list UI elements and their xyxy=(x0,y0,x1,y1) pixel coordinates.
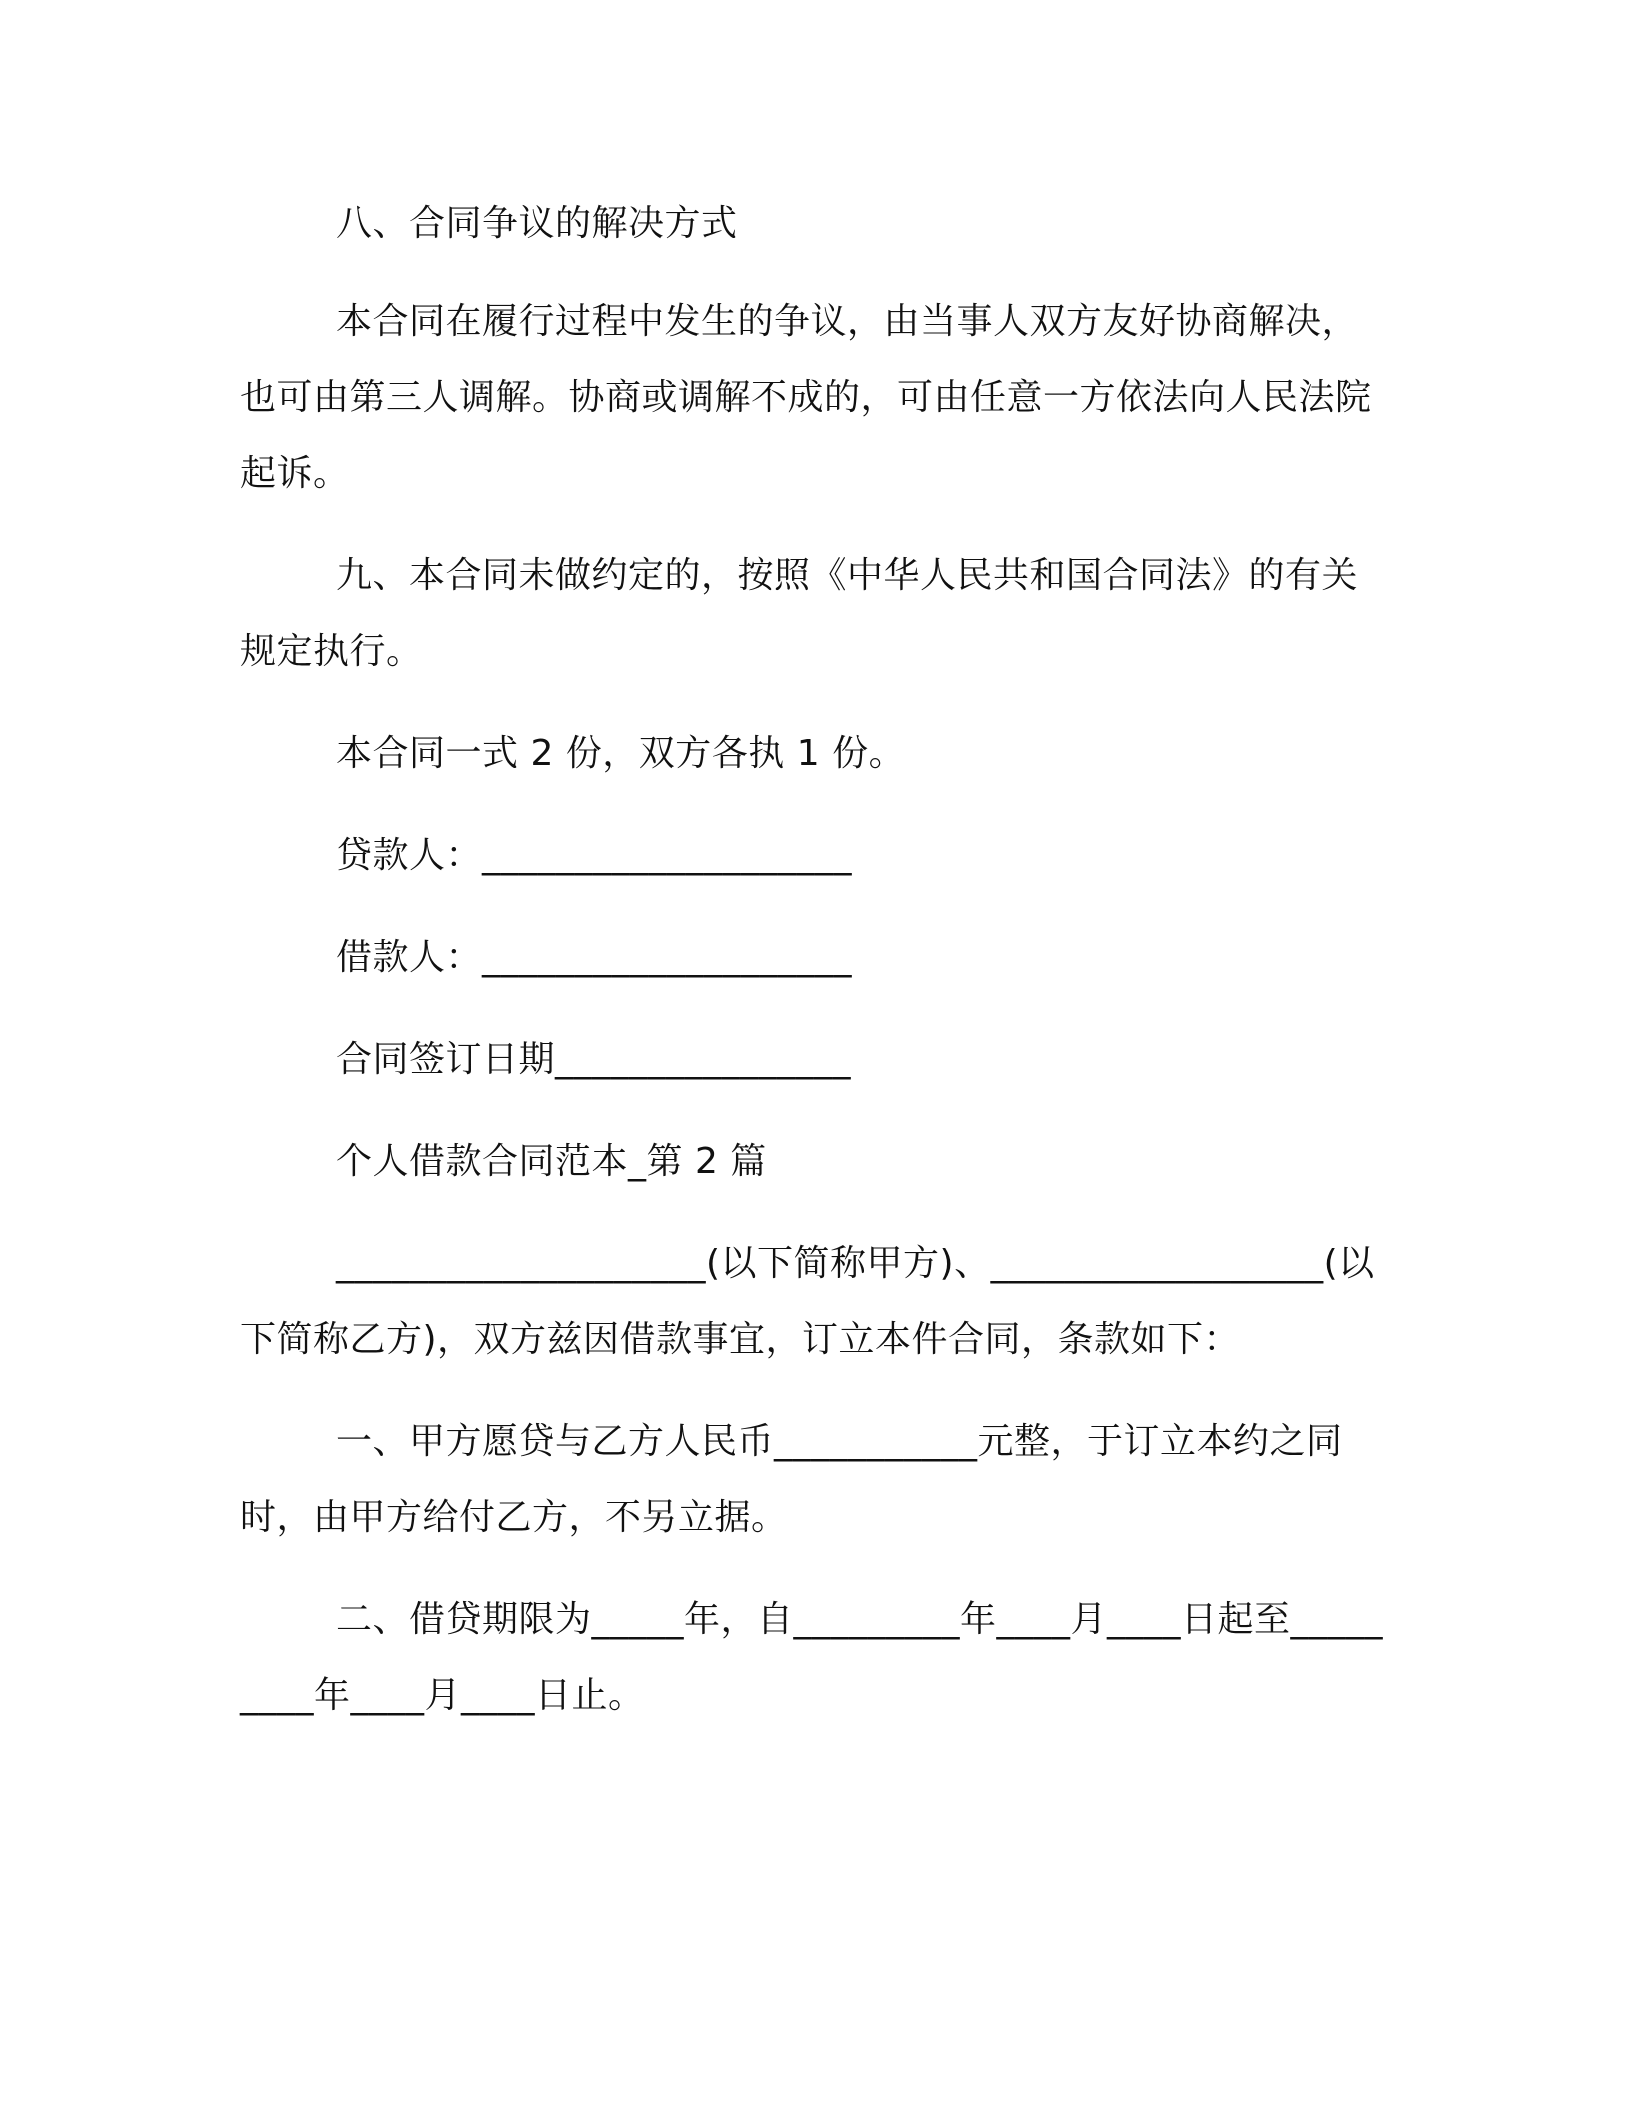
signing-date-line: 合同签订日期________________ xyxy=(336,1039,852,1080)
clause-1: 一、甲方愿贷与乙方人民币___________元整，于订立本约之同时，由甲方给付乙方，不另立据。 xyxy=(240,1421,1343,1538)
lender-signature-line: 贷款人：____________________ xyxy=(336,835,853,876)
parties-intro: ____________________(以下简称甲方)、__________________(以下简称乙方)，双方兹因借款事宜，订立本件合同，条款如下： xyxy=(240,1243,1375,1360)
section-8-heading: 八、合同争议的解决方式 xyxy=(336,203,738,244)
contract-template-2-title: 个人借款合同范本_第 2 篇 xyxy=(336,1141,767,1182)
borrower-signature-line: 借款人：____________________ xyxy=(336,937,853,978)
copies-statement: 本合同一式 2 份，双方各执 1 份。 xyxy=(336,733,906,774)
section-9-body: 九、本合同未做约定的，按照《中华人民共和国合同法》的有关规定执行。 xyxy=(240,555,1359,672)
section-8-body: 本合同在履行过程中发生的争议，由当事人双方友好协商解决，也可由第三人调解。协商或调解不成的，可由任意一方依法向人民法院起诉。 xyxy=(240,301,1372,494)
clause-2: 二、借贷期限为_____年，自_________年____月____日起至_________年____月____日止。 xyxy=(240,1599,1384,1716)
